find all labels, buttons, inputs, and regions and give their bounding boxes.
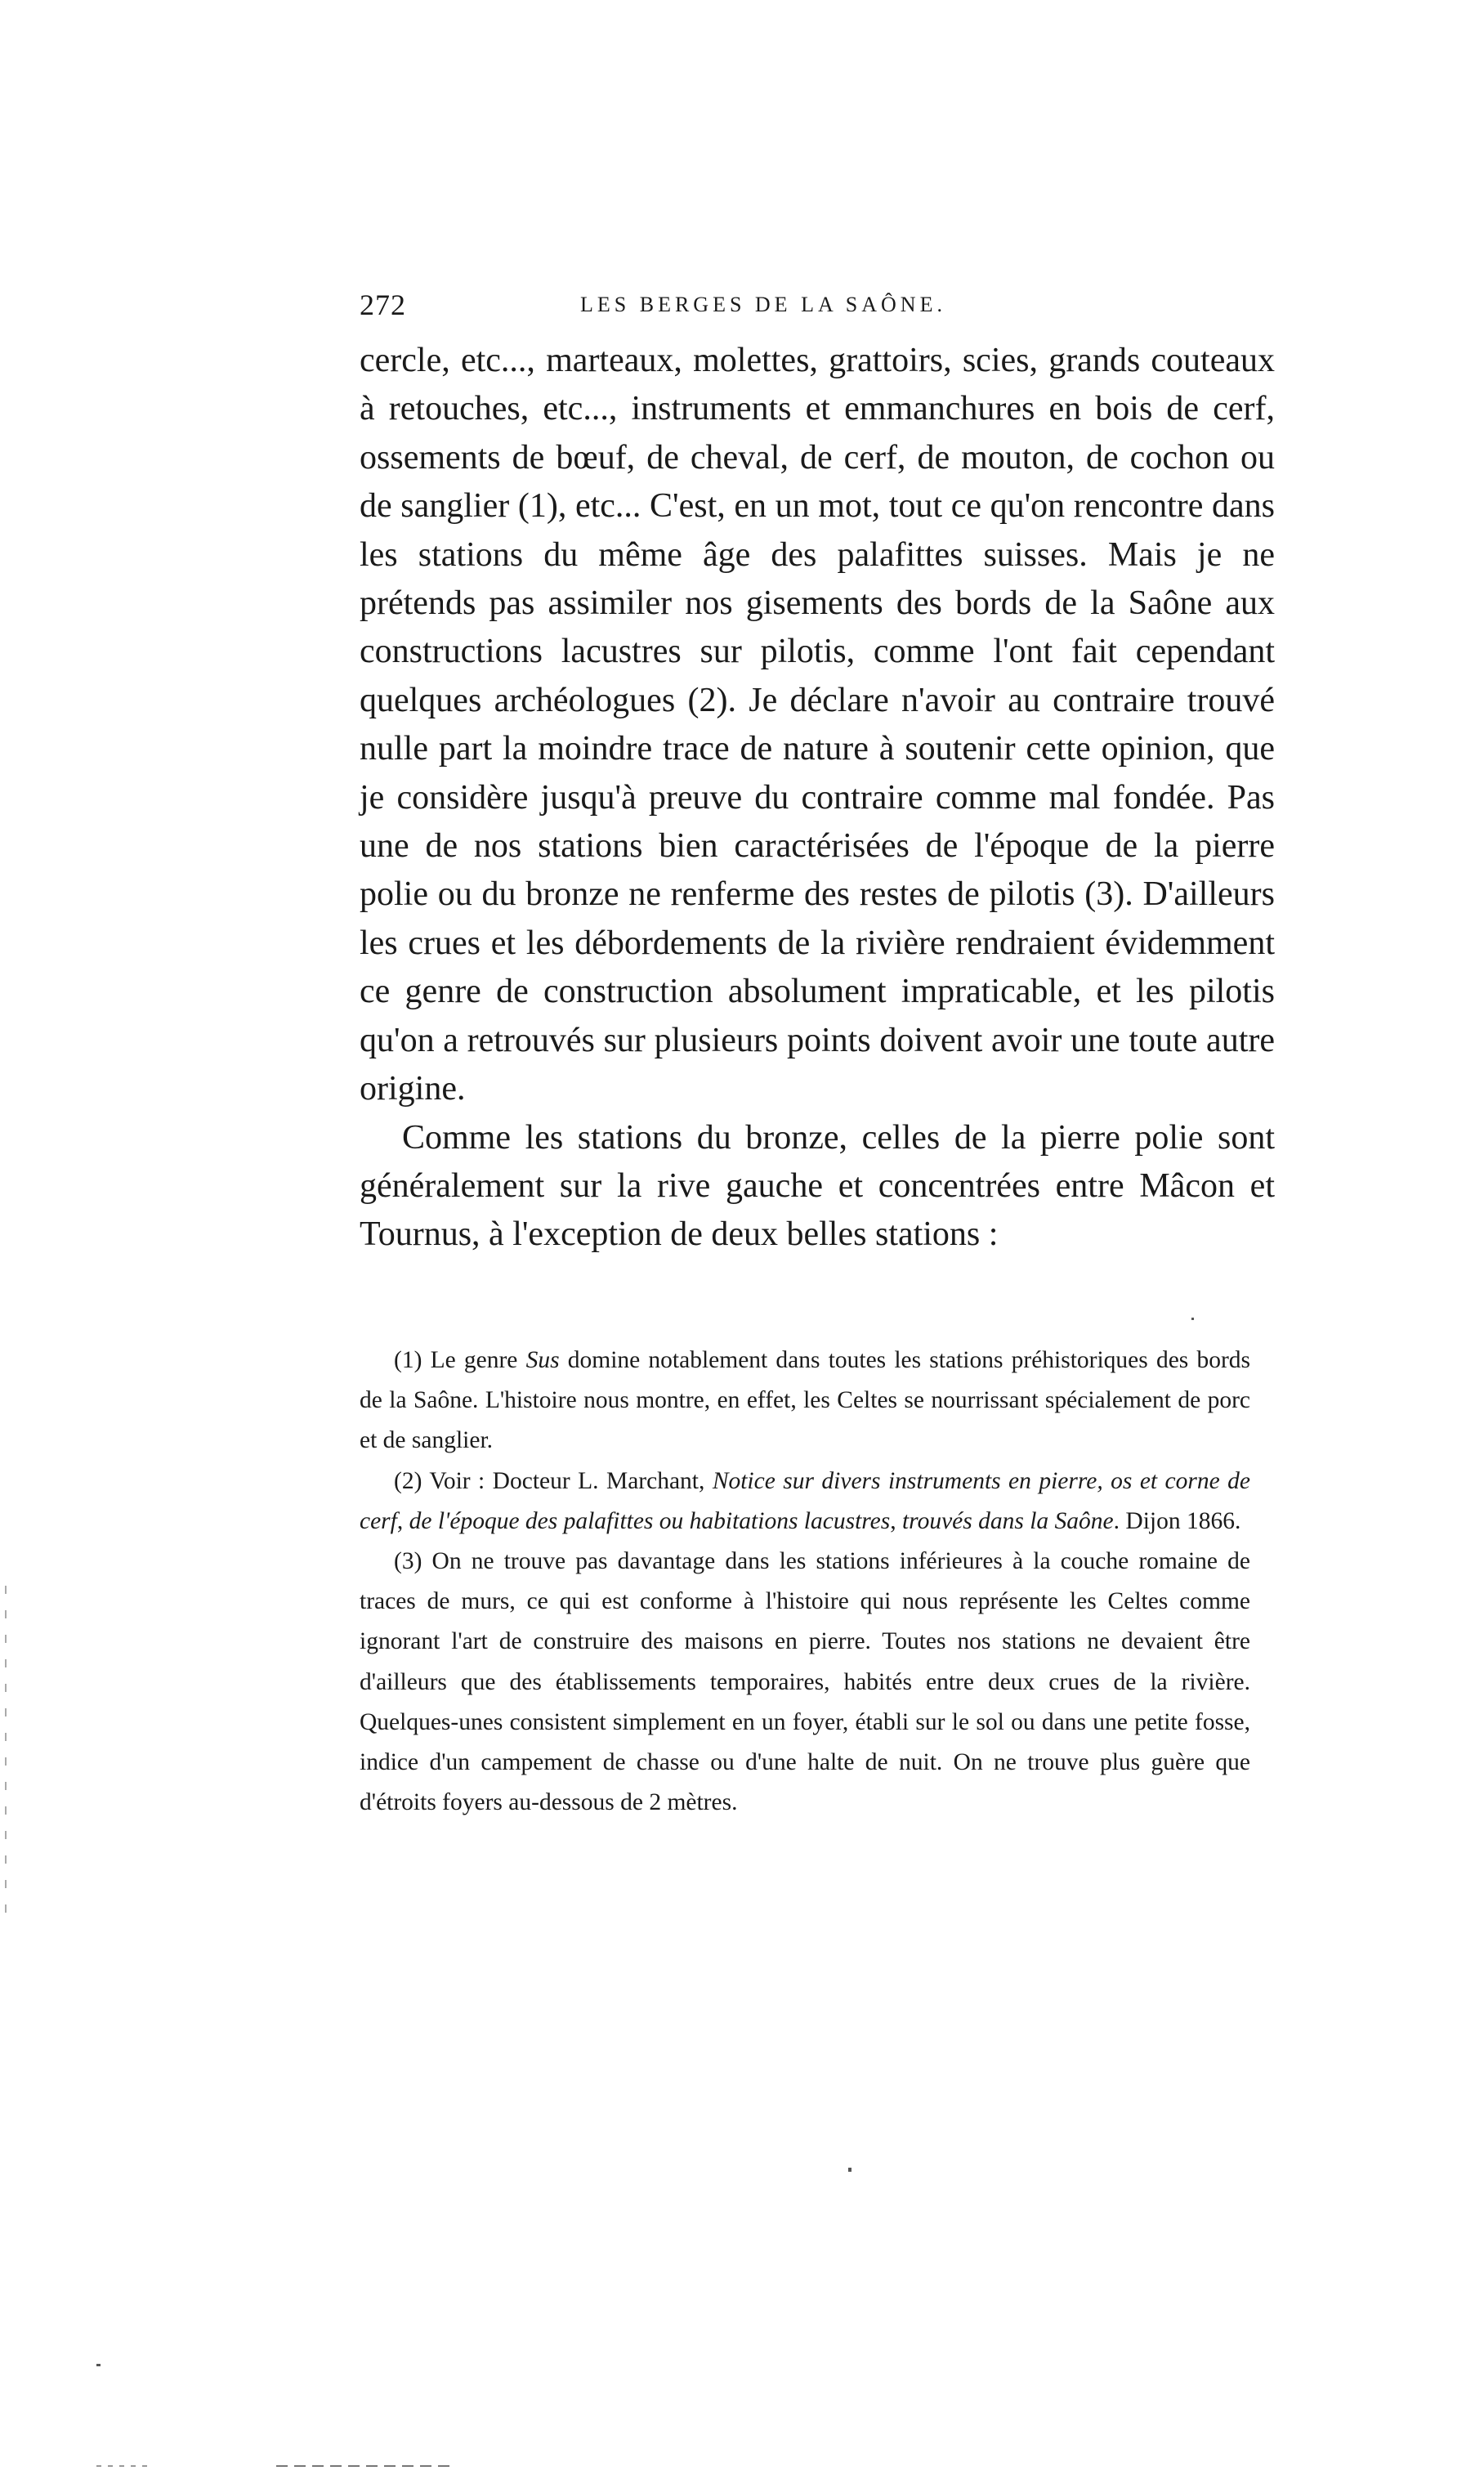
footnote-2-italic-b: de l'époque des palafittes ou habitations lacustres bbox=[409, 1507, 891, 1534]
footnote-2-text-c: , bbox=[890, 1507, 902, 1534]
footnote-2-marker: (2) bbox=[394, 1467, 422, 1494]
footnote-2-text-b: , bbox=[396, 1507, 409, 1534]
footnote-3-marker: (3) bbox=[394, 1548, 422, 1575]
footnote-1-text-b: domine notablement dans toutes les stations préhistoriques des bords de la Saône. L'histoire nous montre, en effet, les Celtes se nourrissant spécialement de porc et de sanglier. bbox=[360, 1347, 1251, 1454]
scan-speck bbox=[848, 2168, 852, 2172]
running-head bbox=[360, 288, 1275, 329]
footnote-2-italic-c: trouvés dans la Saône bbox=[901, 1507, 1114, 1534]
footnotes bbox=[360, 1340, 1250, 1823]
footnote-3-text: On ne trouve pas davantage dans les stations inférieures à la couche romaine de traces de murs, ce qui est conforme à l'histoire qui nous représente les Celtes comme ignorant l'art de construire des maisons en pierre. Toutes nos stations ne devaient être d'ailleurs que des établissements temporaires, habités entre deux crues de la rivière. Quelques-unes consistent simplement en un foyer, établi sur le sol ou dans une petite fosse, indice d'un campement de chasse ou d'une halte de nuit. On ne trouve plus guère que d'étroits foyers au-dessous de 2 mètres. bbox=[360, 1548, 1250, 1816]
main-text bbox=[360, 337, 1275, 1260]
scan-speck bbox=[96, 2364, 101, 2366]
footnote-3 bbox=[360, 1542, 1250, 1823]
footnote-2-italic-a: Notice sur divers instruments en pierre, os et corne de cerf bbox=[360, 1467, 1251, 1534]
footnote-2-text-d: . Dijon 1866. bbox=[1113, 1507, 1241, 1534]
footnote-1 bbox=[360, 1340, 1250, 1461]
scan-edge-line bbox=[5, 1586, 7, 1929]
footnote-1-italic-a: Sus bbox=[525, 1347, 560, 1373]
scan-edge-dashes bbox=[96, 2465, 154, 2467]
paragraph-1: cercle, etc..., marteaux, molettes, grattoirs, scies, grands couteaux à retouches, etc..., instruments et emmanchures en bois de cerf, ossements de bœuf, de cheval, de cerf, de mouton, de cochon ou de sanglier (1), etc... C'est, en un mot, tout ce qu'on rencontre dans les stations du même âge des palafittes suisses. Mais je ne prétends pas assimiler nos gisements des bords de la Saône aux constructions lacustres sur pilotis, comme l'ont fait cependant quelques archéologues (2). Je déclare n'avoir au contraire trouvé nulle part la moindre trace de nature à soutenir cette opinion, que je considère jusqu'à preuve du contraire comme mal fondée. Pas une de nos stations bien caractérisées de l'époque de la pierre polie ou du bronze ne renferme des restes de pilotis (3). D'ailleurs les crues et les débordements de la rivière rendraient évidemment ce genre de construction absolument impraticable, et les pilotis qu'on a retrouvés sur plusieurs points doivent avoir une toute autre origine. bbox=[360, 342, 1275, 1108]
page-number: 272 bbox=[360, 289, 406, 321]
paragraph-2: Comme les stations du bronze, celles de la pierre polie sont généralement sur la rive gauche et concentrées entre Mâcon et Tournus, à l'exception de deux belles stations : bbox=[360, 1118, 1275, 1254]
running-title: LES BERGES DE LA SAÔNE. bbox=[580, 293, 946, 316]
footnote-1-marker: (1) bbox=[394, 1347, 422, 1373]
scan-speck bbox=[1191, 1318, 1194, 1320]
scan-edge-dashes bbox=[276, 2465, 456, 2467]
footnote-2 bbox=[360, 1461, 1250, 1542]
footnote-1-text-a: Le genre bbox=[430, 1347, 526, 1373]
footnote-2-text-a: Voir : Docteur L. Marchant, bbox=[429, 1467, 713, 1494]
